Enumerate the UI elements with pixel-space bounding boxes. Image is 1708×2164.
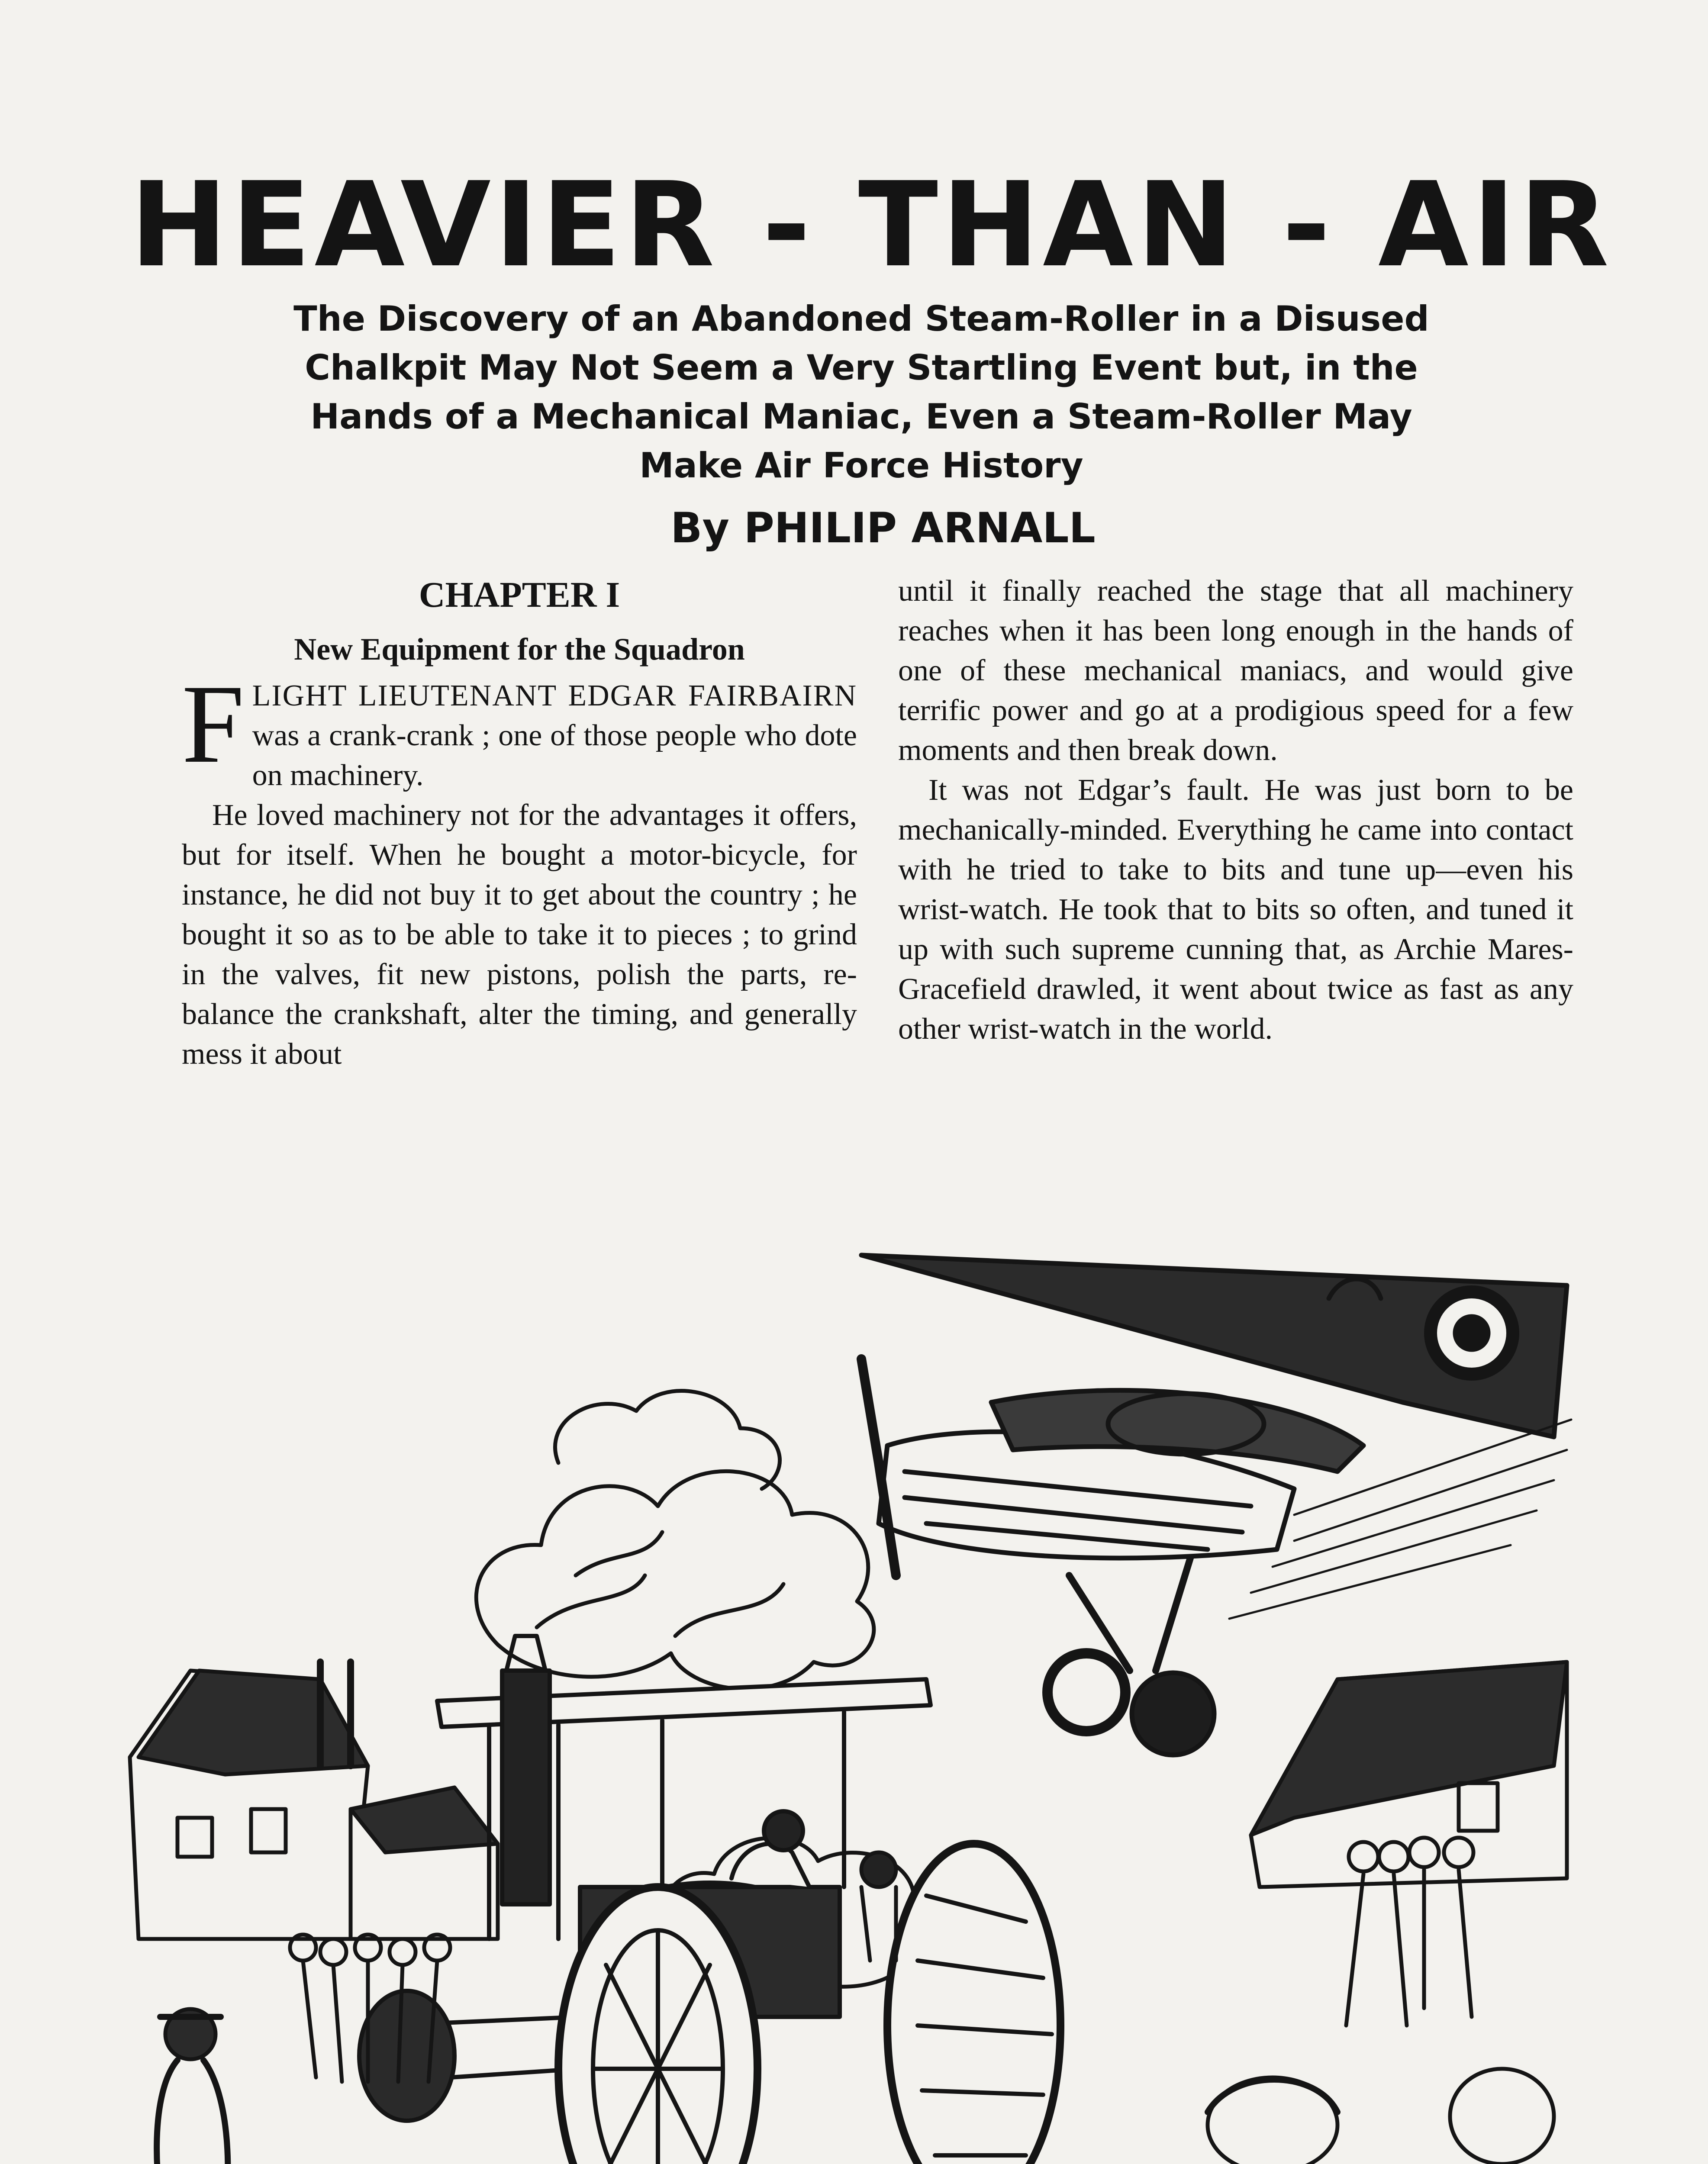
headline: HEAVIER - THAN - AIR: [130, 157, 1613, 293]
drop-cap: F: [182, 662, 245, 786]
illustration: [126, 1246, 1584, 2164]
byline: By PHILIP ARNALL: [670, 504, 1096, 552]
chapter-subtitle: New Equipment for the Squadron: [294, 632, 745, 667]
paragraph-2: He loved machinery not for the advantages it offers, but for itself. When he bought a motor-bicycle, for instance, he did not buy it to get about the country ; he bought it so as to be able to take it to pieces ; to grind in the valves, fit new pistons, polish the parts, re-balance the crankshaft, alter the timing, and generally mess it about: [182, 799, 857, 1071]
opening-paragraph: [182, 662, 857, 795]
column-left: [182, 571, 857, 1074]
paragraph-3: until it finally reached the stage that all machinery reaches when it has been long enough in the hands of one of these mechanical maniacs, and would give terrific power and go at a prodigious speed for a few moments and then break down.: [898, 574, 1573, 767]
chapter-heading: CHAPTER I: [419, 575, 620, 615]
opening-text: was a crank-crank ; one of those people who dote on machinery.: [252, 719, 857, 792]
deck-subtitle: The Discovery of an Abandoned Steam-Roller in a Disused Chalkpit May Not Seem a Very Startling Event but, in the Hands of a Mechanical Maniac, Even a Steam-Roller May Make Air Force History: [293, 299, 1429, 486]
column-right: [898, 571, 1573, 1049]
opening-words: LIGHT LIEUTENANT EDGAR FAIRBAIRN: [252, 679, 857, 712]
paragraph-4: It was not Edgar’s fault. He was just born to be mechanically-minded. Everything he came into contact with he tried to take to bits and tune up—even his wrist-watch. He took that to bits so often, and tuned it up with such supreme cunning that, as Archie Mares-Gracefield drawled, it went about twice as fast as any other wrist-watch in the world.: [898, 773, 1573, 1046]
